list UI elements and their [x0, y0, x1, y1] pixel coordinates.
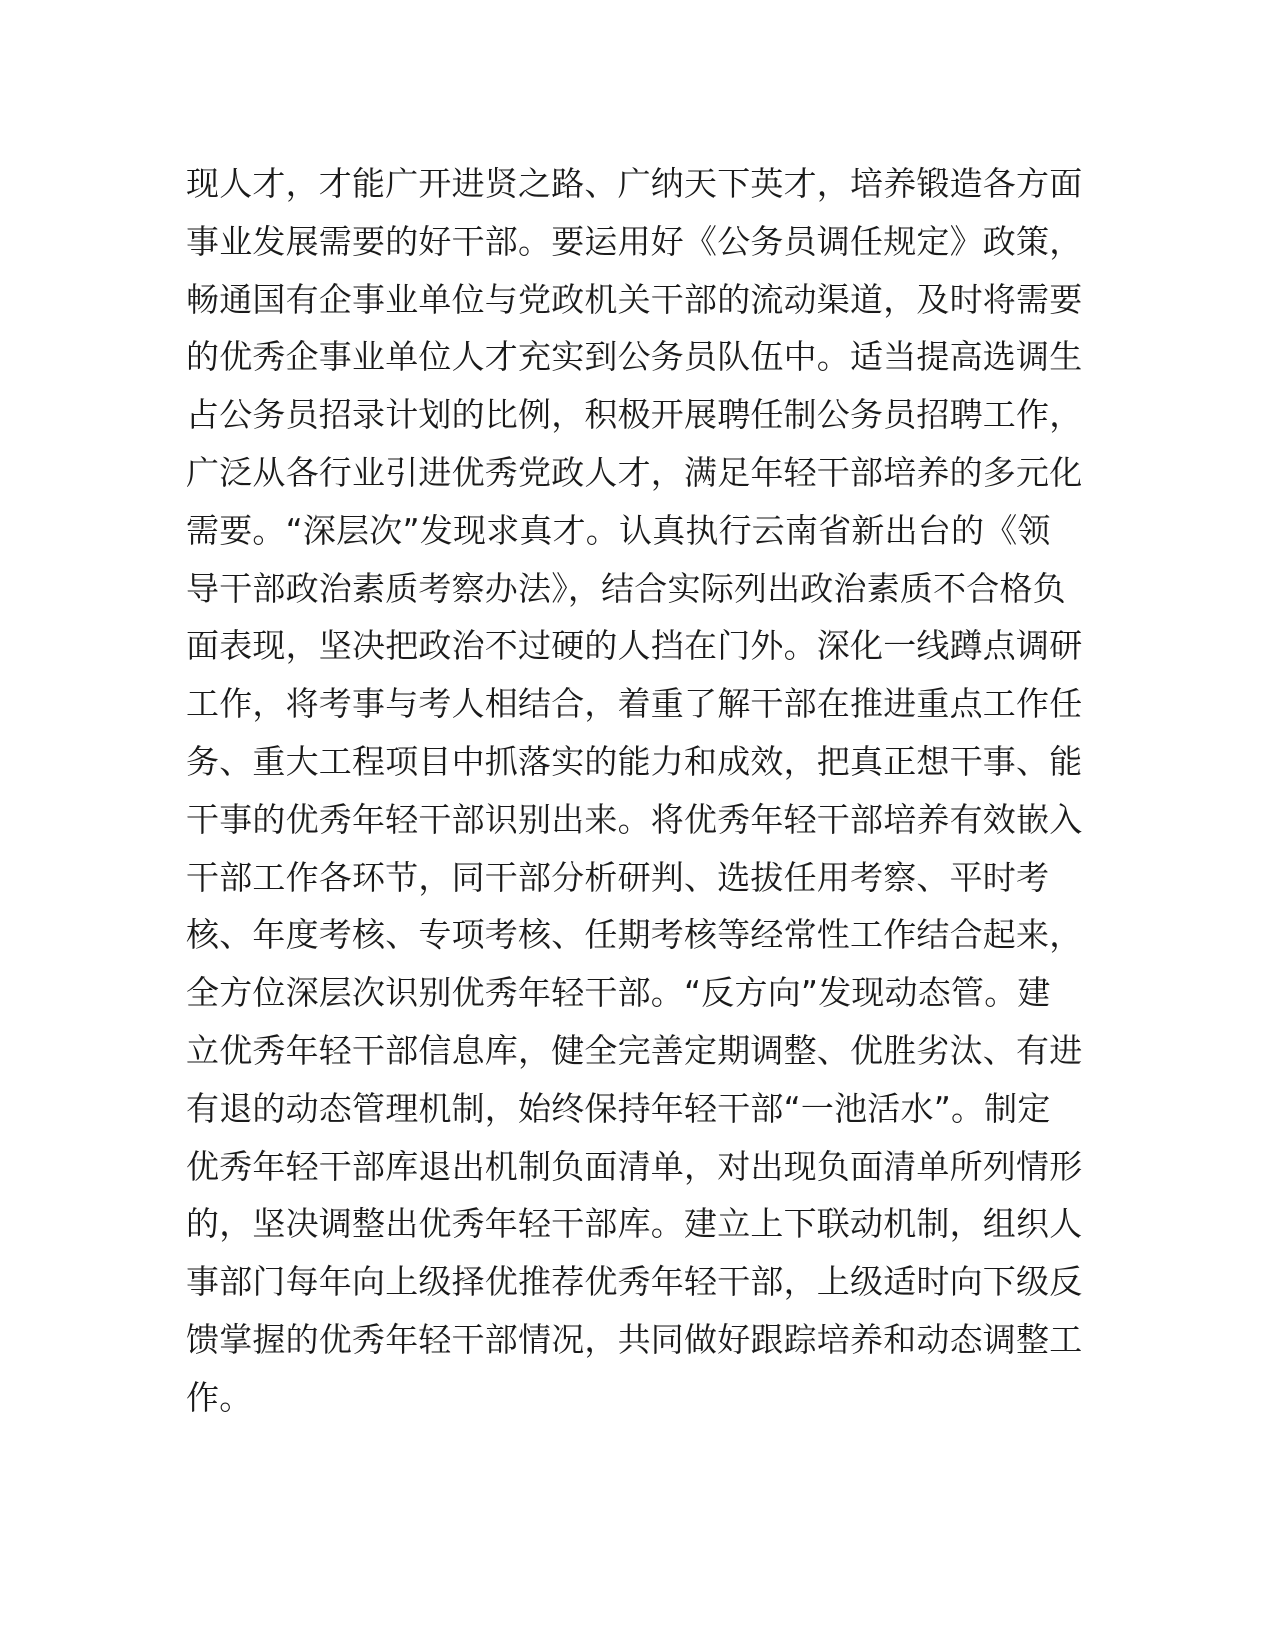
text-line: 的优秀企事业单位人才充实到公务员队伍中。适当提高选调生	[186, 337, 1083, 377]
text-line: 优秀年轻干部库退出机制负面清单，对出现负面清单所列情形	[186, 1146, 1083, 1186]
text-line: 现人才，才能广开进贤之路、广纳天下英才，培养锻造各方面	[186, 164, 1083, 203]
text-line: 核、年度考核、专项考核、任期考核等经常性工作结合起来，	[186, 915, 1083, 955]
text-line: 全方位深层次识别优秀年轻干部。“反方向”发现动态管。建	[186, 973, 1051, 1013]
text-line: 广泛从各行业引进优秀党政人才，满足年轻干部培养的多元化	[186, 452, 1083, 492]
text-line: 畅通国有企事业单位与党政机关干部的流动渠道，及时将需要	[186, 279, 1083, 319]
body-paragraph	[186, 155, 1096, 1427]
text-line: 作。	[186, 1377, 253, 1417]
text-line: 干事的优秀年轻干部识别出来。将优秀年轻干部培养有效嵌入	[186, 799, 1083, 839]
text-line: 干部工作各环节，同干部分析研判、选拔任用考察、平时考	[186, 857, 1050, 897]
text-line: 的，坚决调整出优秀年轻干部库。建立上下联动机制，组织人	[186, 1204, 1083, 1244]
text-line: 占公务员招录计划的比例，积极开展聘任制公务员招聘工作，	[186, 395, 1083, 435]
text-line: 有退的动态管理机制，始终保持年轻干部“一池活水”。制定	[186, 1088, 1051, 1128]
text-line: 事部门每年向上级择优推荐优秀年轻干部，上级适时向下级反	[186, 1262, 1083, 1302]
text-line: 馈掌握的优秀年轻干部情况，共同做好跟踪培养和动态调整工	[186, 1319, 1083, 1359]
text-line: 工作，将考事与考人相结合，着重了解干部在推进重点工作任	[186, 684, 1083, 724]
text-line: 事业发展需要的好干部。要运用好《公务员调任规定》政策，	[186, 221, 1083, 261]
text-line: 需要。“深层次”发现求真才。认真执行云南省新出台的《领	[186, 510, 1051, 550]
text-line: 务、重大工程项目中抓落实的能力和成效，把真正想干事、能	[186, 741, 1083, 781]
text-line: 面表现，坚决把政治不过硬的人挡在门外。深化一线蹲点调研	[186, 626, 1083, 666]
text-line: 导干部政治素质考察办法》，结合实际列出政治素质不合格负	[186, 568, 1066, 608]
text-line: 立优秀年轻干部信息库，健全完善定期调整、优胜劣汰、有进	[186, 1030, 1083, 1070]
